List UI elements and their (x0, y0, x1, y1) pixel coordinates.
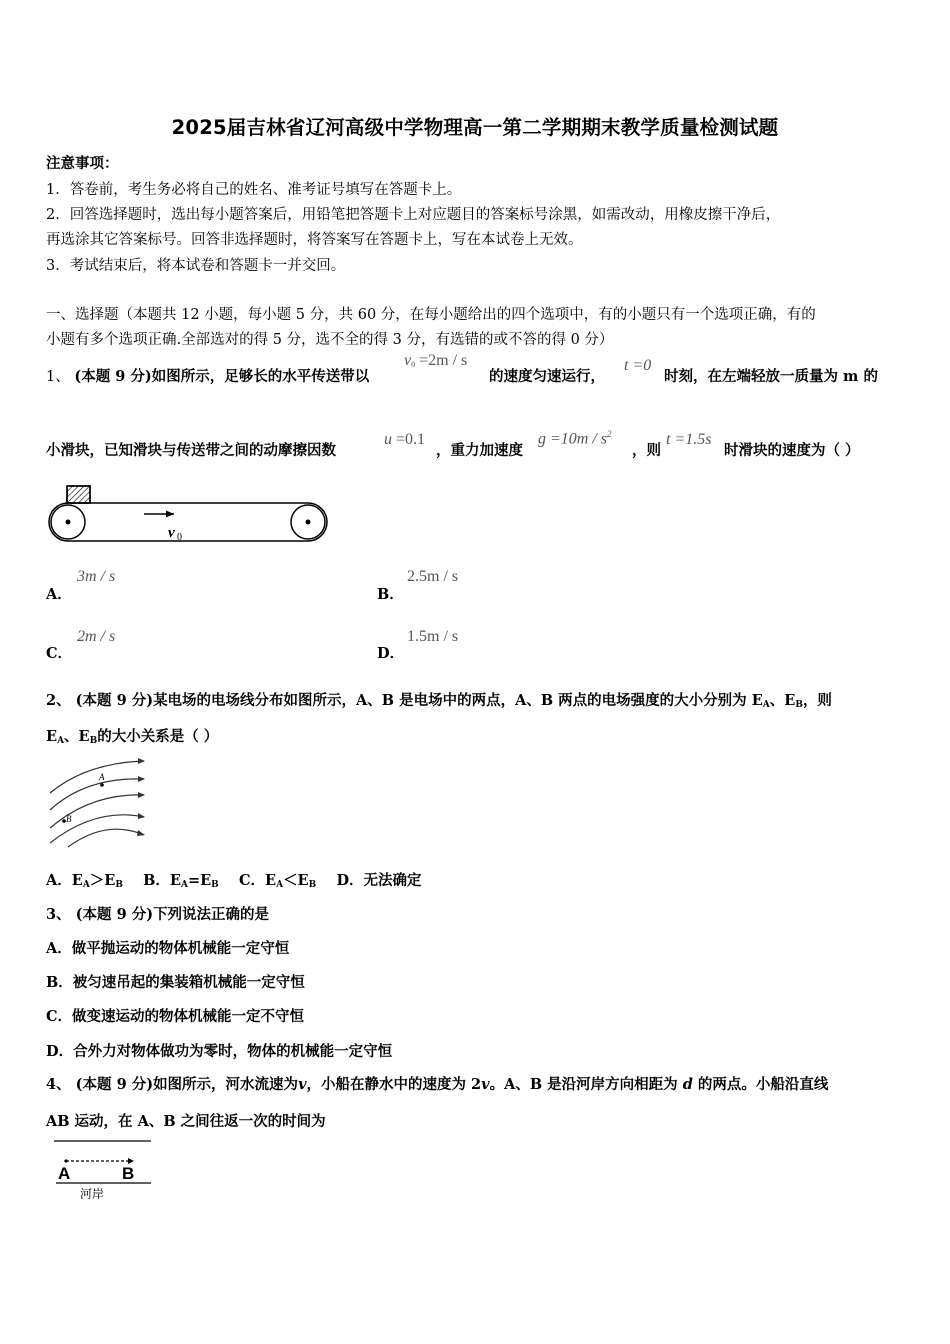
field-line (50, 815, 144, 843)
q3-text: 下列说法正确的是 (153, 906, 270, 923)
q2-text: 某电场的电场线分布如图所示，A、B 是电场中的两点，A、B 两点的电场强度的大小分别为 E (153, 692, 763, 709)
q1-text: 如图所示，足够长的水平传送带以 (151, 368, 370, 385)
bank-label: 河岸 (80, 1187, 105, 1201)
q1-mu-value: =0.1 (396, 431, 426, 448)
point-a-label: A (99, 772, 105, 782)
q1-option-a-label: A． (46, 586, 72, 603)
q4-var-d: d (682, 1076, 693, 1093)
q2-sub: A (276, 880, 284, 890)
q4-line2: AB 运动，在 A、B 之间往返一次的时间为 (46, 1113, 326, 1130)
q1-option-c-label: C． (46, 645, 73, 662)
q1-option-b-value: 2.5m / s (407, 568, 459, 585)
q4-text: 如图所示，河水流速为 (153, 1076, 299, 1093)
q3-option-b: B．被匀速吊起的集装箱机械能一定守恒 (46, 974, 305, 991)
q4-var-v: v (298, 1076, 307, 1093)
q1-text: 小滑块，已知滑块与传送带之间的动摩擦因数 (46, 442, 336, 459)
q4-var-v: v (481, 1076, 490, 1093)
q3-number: 3、 (46, 906, 71, 923)
point-b-label: B (122, 1164, 135, 1183)
river-figure (50, 1132, 160, 1204)
q2-options (46, 869, 422, 890)
q4-line1 (46, 1073, 828, 1094)
q2-sub: A (762, 700, 770, 710)
q2-line2 (46, 725, 218, 746)
q2-sub: B (115, 880, 123, 890)
q1-number: 1、 (46, 369, 70, 385)
q2-option-b: B．E (143, 872, 181, 889)
q1-t-formula: t =1.5s (666, 431, 712, 448)
point-a-label: A (58, 1164, 71, 1183)
field-line (68, 829, 144, 847)
q2-sub: A (180, 880, 188, 890)
section-heading-line2: 小题有多个选项正确.全部选对的得 5 分，选不全的得 3 分，有选错的或不答的得 0 分） (46, 332, 614, 348)
q2-option-c: C．E (238, 872, 277, 889)
q2-option-a: A．E (46, 872, 83, 889)
q2-text: 的大小关系是（ ） (97, 728, 219, 745)
q1-option-d-value: 1.5m / s (407, 628, 459, 645)
notice-item: 再选涂其它答案标号。回答非选择题时，将答案写在答题卡上，写在本试卷上无效。 (46, 232, 583, 248)
notice-heading: 注意事项： (46, 155, 119, 172)
q3-option-d: D．合外力对物体做功为零时，物体的机械能一定守恒 (46, 1043, 393, 1060)
q1-option-c-value: 2m / s (77, 628, 116, 645)
q1-text: ，重力加速度 (436, 442, 523, 459)
q2-sub: A (82, 880, 90, 890)
q1-v0-formula: $v_0 =2m / s$ (404, 352, 468, 369)
q2-sub: B (211, 880, 219, 890)
section-heading-line1: 一、选择题（本题共 12 小题，每小题 5 分，共 60 分，在每小题给出的四个选项中，有的小题只有一个选项正确，有的 (46, 307, 816, 323)
q1-text: 时滑块的速度为（ ） (724, 442, 860, 459)
q2-line1 (46, 689, 832, 710)
q2-sub: A (57, 736, 65, 746)
field-line (50, 761, 144, 793)
q1-mu-formula: u =0.1 (384, 431, 426, 448)
field-line (50, 779, 144, 810)
q3-option-c: C．做变速运动的物体机械能一定不守恒 (46, 1008, 305, 1025)
q2-option-c: ＜E (283, 872, 309, 889)
q1-line1 (46, 365, 369, 386)
q1-g-value: g =10m / s (538, 430, 608, 448)
q2-text: ，则 (802, 692, 832, 709)
q4-text: 。A、B 是沿河岸方向相距为 (489, 1076, 678, 1093)
q2-text: 、E (769, 692, 796, 709)
q1-score: (本题 9 分) (74, 368, 152, 385)
notice-item: 3．考试结束后，将本试卷和答题卡一并交回。 (46, 258, 346, 274)
q2-sub: B (795, 700, 803, 710)
q2-option-b: =E (187, 872, 212, 889)
q4-score: (本题 9 分) (75, 1076, 154, 1093)
q1-g-formula: $g =10m / s^2$ (538, 429, 612, 448)
notice-item: 1．答卷前，考生务必将自己的姓名、准考证号填写在答题卡上。 (46, 182, 462, 198)
q1-t0-formula: t =0 (624, 357, 652, 374)
q4-number: 4、 (46, 1076, 71, 1093)
page-title: 2025届吉林省辽河高级中学物理高一第二学期期末教学质量检测试题 (171, 116, 779, 139)
q4-text: ，小船在静水中的速度为 2 (306, 1076, 482, 1093)
q2-sub: B (308, 880, 317, 890)
point-a (100, 783, 104, 787)
q3-line (46, 903, 269, 924)
q2-text: E (46, 728, 58, 745)
q3-option-a: A．做平抛运动的物体机械能一定守恒 (46, 940, 290, 957)
conveyor-belt-figure (46, 484, 331, 548)
q1-text: 的速度匀速运行， (489, 368, 605, 385)
q1-option-d-label: D． (377, 645, 405, 662)
q1-option-b-label: B． (377, 586, 404, 603)
q1-text: 时刻，在左端轻放一质量为 m 的 (664, 368, 878, 385)
svg-text:0: 0 (177, 532, 182, 543)
q1-text: ，则 (632, 442, 661, 459)
velocity-label: v (168, 525, 175, 541)
notice-item: 2．回答选择题时，选出每小题答案后，用铅笔把答题卡上对应题目的答案标号涂黑，如需改动，用橡皮擦干净后， (46, 207, 781, 223)
q2-number: 2、 (46, 692, 71, 709)
q2-option-d: D．无法确定 (336, 872, 422, 889)
q4-text: 的两点。小船沿直线 (697, 1076, 829, 1093)
field-line (50, 795, 144, 828)
q2-sub: B (89, 736, 98, 746)
q2-score: (本题 9 分) (75, 692, 154, 709)
q2-option-a: ＞E (89, 872, 116, 889)
q1-option-a-value: 3m / s (77, 568, 116, 585)
point-b-label: B (66, 814, 72, 824)
q3-score: (本题 9 分) (75, 906, 154, 923)
electric-field-figure (46, 755, 156, 850)
q2-text: 、E (64, 728, 90, 745)
q1-v0-value: =2m / s (419, 352, 468, 369)
